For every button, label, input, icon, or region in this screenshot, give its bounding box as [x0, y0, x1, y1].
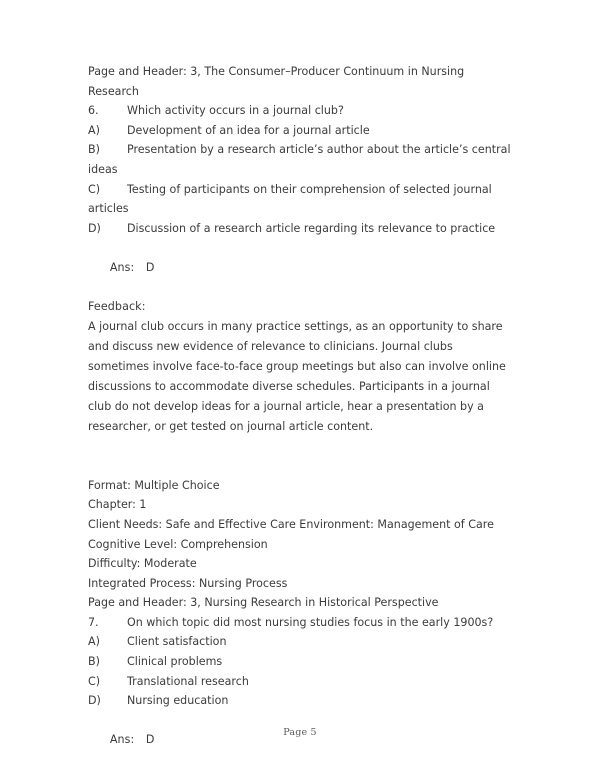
question-7-option-b	[88, 652, 516, 672]
option-label: A)	[88, 635, 100, 649]
question-6-feedback-text: A journal club occurs in many practice settings, as an opportunity to share and discuss new evidence of relevance to clinicians. Journal clubs sometimes involve face-to-face group meetings but also can involve online discussions to accommodate diverse schedules. Participants in a journal club do not develop ideas for a journal article, hear a presentation by a researcher, or get tested on journal article content.	[88, 319, 506, 433]
metadata-cognitive-level: Cognitive Level: Comprehension	[88, 537, 268, 551]
page-content	[88, 62, 516, 770]
question-6-option-a	[88, 121, 516, 141]
question-6-option-d	[88, 219, 516, 239]
option-label: B)	[88, 143, 100, 157]
metadata-difficulty: Difficulty: Moderate	[88, 557, 197, 571]
question-6	[88, 101, 516, 121]
question-7-number: 7.	[88, 615, 99, 629]
metadata-chapter: Chapter: 1	[88, 498, 147, 512]
question-6-feedback-label: Feedback:	[88, 300, 146, 314]
answer-value: D	[145, 260, 155, 274]
question-7	[88, 613, 516, 633]
section-spacer	[88, 437, 516, 476]
metadata-integrated-process: Integrated Process: Nursing Process	[88, 576, 288, 590]
question-6-number: 6.	[88, 104, 99, 118]
option-text: Translational research	[127, 674, 249, 688]
answer-label: Ans:	[109, 260, 135, 274]
answer-label: Ans:	[109, 733, 135, 747]
option-text: Presentation by a research article’s author about the article’s central ideas	[88, 143, 511, 176]
question-6-option-b	[88, 140, 516, 179]
metadata-format: Format: Multiple Choice	[88, 478, 220, 492]
question-7-option-c	[88, 672, 516, 692]
answer-value: D	[145, 733, 155, 747]
option-text: Discussion of a research article regarding its relevance to practice	[127, 221, 496, 235]
option-text: Testing of participants on their comprehension of selected journal articles	[88, 182, 492, 216]
header-line-q7: Page and Header: 3, Nursing Research in Historical Perspective	[88, 596, 439, 610]
question-7-option-d	[88, 691, 516, 711]
option-text: Client satisfaction	[127, 635, 227, 649]
question-6-stem: Which activity occurs in a journal club?	[127, 104, 344, 118]
option-text: Clinical problems	[127, 655, 223, 669]
page-footer: Page 5	[283, 727, 317, 738]
option-label: C)	[88, 182, 101, 196]
option-label: C)	[88, 674, 101, 688]
question-6-answer	[88, 238, 516, 297]
option-label: A)	[88, 123, 100, 137]
option-text: Development of an idea for a journal article	[127, 123, 370, 137]
header-line-q6: Page and Header: 3, The Consumer–Producer Continuum in Nursing Research	[88, 65, 465, 98]
question-7-option-a	[88, 632, 516, 652]
option-label: D)	[88, 221, 101, 235]
option-label: D)	[88, 694, 101, 708]
option-text: Nursing education	[127, 694, 229, 708]
metadata-client-needs: Client Needs: Safe and Effective Care Environment: Management of Care	[88, 517, 494, 531]
question-7-stem: On which topic did most nursing studies focus in the early 1900s?	[127, 615, 494, 629]
option-label: B)	[88, 655, 100, 669]
question-6-option-c	[88, 180, 516, 219]
question-7-answer	[88, 711, 516, 770]
